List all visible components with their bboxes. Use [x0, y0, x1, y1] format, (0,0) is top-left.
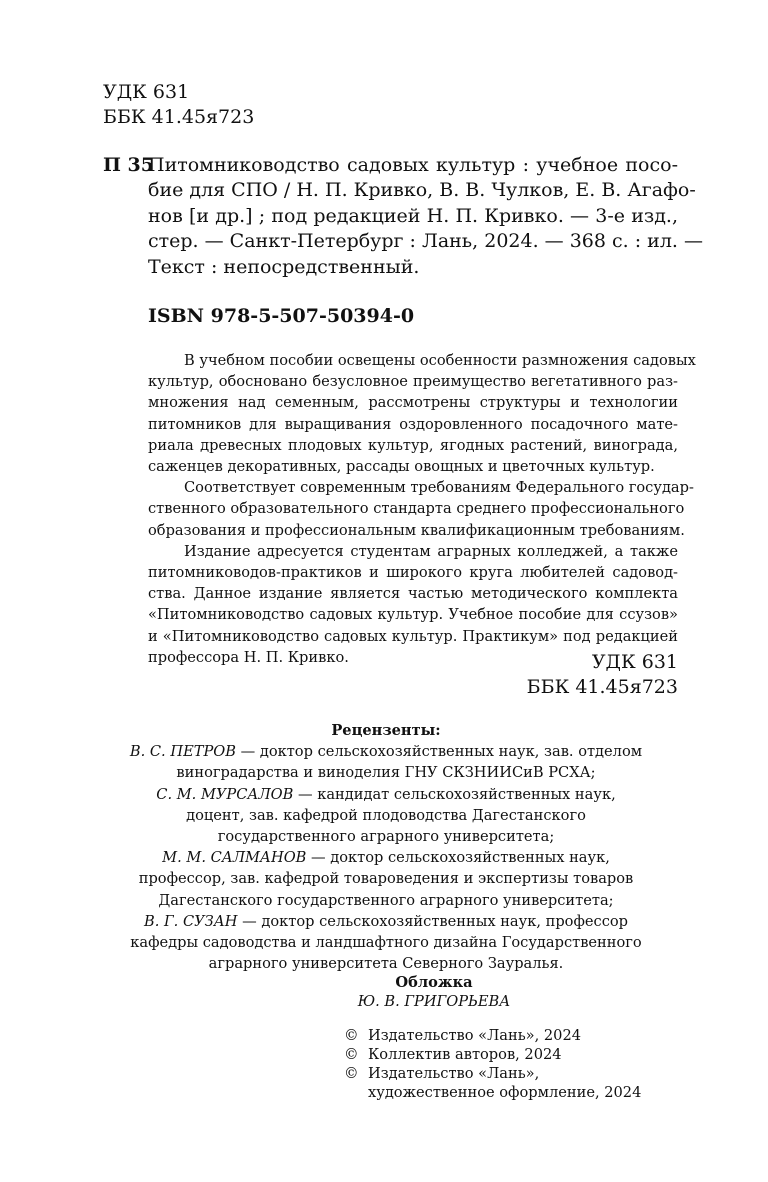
isbn: ISBN 978-5-507-50394-0	[148, 305, 415, 327]
abstract-line: Издание адресуется студентам аграрных колледжей, а также	[184, 542, 678, 560]
abstract-line: культур, обосновано безусловное преимущество вегетативного раз-	[148, 373, 678, 391]
abstract-line: образования и профессиональным квалификационным требованиям.	[148, 521, 685, 539]
reviewer-name: В. Г. СУЗАН	[144, 912, 238, 930]
reviewer-name: В. С. ПЕТРОВ	[129, 743, 236, 761]
abstract-line: В учебном пособии освещены особенности размножения садовых	[184, 352, 696, 369]
reviewer-credentials: — доктор сельскохозяйственных наук,	[306, 849, 610, 867]
author-mark: П 35	[103, 154, 154, 176]
reviewer-name: М. М. САЛМАНОВ	[162, 849, 307, 867]
classification-codes-bottom	[436, 650, 678, 700]
abstract-line: Соответствует современным требованиям Федерального государ-	[184, 479, 694, 497]
reviewer-line	[100, 847, 672, 868]
udk-code: УДК 631	[103, 81, 190, 103]
classification-codes-top	[103, 80, 254, 130]
copyright-text: Издательство «Лань», 2024	[368, 1027, 582, 1044]
udk-code: УДК 631	[591, 651, 678, 673]
copyright-line	[344, 1026, 641, 1045]
abstract-line: «Питомниководство садовых культур. Учебное пособие для ссузов»	[148, 606, 678, 624]
copyright-icon: ©	[344, 1046, 359, 1063]
abstract-line: ственного образовательного стандарта среднего профессионального	[148, 500, 685, 518]
cover-designer: Ю. В. ГРИГОРЬЕВА	[357, 993, 511, 1010]
reviewer-line: доцент, зав. кафедрой плодоводства Дагестанского	[186, 806, 586, 824]
cover-heading: Обложка	[395, 974, 473, 991]
copyright-text: Коллектив авторов, 2024	[368, 1046, 562, 1063]
reviewer-line: аграрного университета Северного Зауралья.	[208, 955, 564, 973]
bbk-code: ББК 41.45я723	[103, 106, 255, 128]
reviewers-heading: Рецензенты:	[331, 722, 441, 739]
reviewer-line	[100, 784, 672, 805]
abstract-line: питомников для выращивания оздоровленного посадочного мате-	[148, 415, 678, 433]
copyright-text: художественное оформление, 2024	[368, 1084, 642, 1101]
copyright-line	[344, 1045, 641, 1064]
abstract-line: и «Питомниководство садовых культур. Практикум» под редакцией	[148, 627, 678, 645]
copyright-icon: ©	[344, 1027, 359, 1044]
abstract-line: саженцев декоративных, рассады овощных и цветочных культур.	[148, 458, 655, 476]
abstract-line: питомниководов-практиков и широкого круга любителей садовод-	[148, 564, 678, 582]
reviewer-line: Дагестанского государственного аграрного университета;	[158, 891, 614, 909]
reviewer-line	[100, 741, 672, 762]
reviewer-line: государственного аграрного университета;	[217, 828, 555, 846]
reviewer-line	[100, 911, 672, 932]
reviewer-credentials: — доктор сельскохозяйственных наук, профессор	[237, 912, 628, 930]
reviewer-line: виноградарства и виноделия ГНУ СКЗНИИСиВ РСХА;	[176, 764, 596, 782]
bib-line: нов [и др.] ; под редакцией Н. П. Кривко. — 3-е изд.,	[148, 204, 678, 227]
reviewer-line: кафедры садоводства и ландшафтного дизайна Государственного	[130, 934, 642, 952]
bib-line: бие для СПО / Н. П. Кривко, В. В. Чулков, Е. В. Агафо-	[148, 179, 696, 202]
bib-line: Питомниководство садовых культур : учебное посо-	[148, 154, 678, 176]
bib-line: Текст : непосредственный.	[148, 255, 420, 278]
copyright-block	[344, 1026, 641, 1102]
abstract-line: профессора Н. П. Кривко.	[148, 648, 349, 666]
cover-credit	[300, 973, 568, 1011]
reviewer-credentials: — доктор сельскохозяйственных наук, зав. отделом	[235, 743, 643, 761]
copyright-icon: ©	[344, 1065, 359, 1082]
reviewer-credentials: — кандидат сельскохозяйственных наук,	[293, 785, 616, 803]
reviewers	[100, 720, 672, 974]
bibliographic-description	[148, 153, 703, 280]
copyright-text: Издательство «Лань»,	[368, 1065, 540, 1082]
bib-line: стер. — Санкт-Петербург : Лань, 2024. — 368 с. : ил. —	[148, 230, 703, 253]
abstract	[148, 350, 696, 668]
copyright-line	[344, 1064, 641, 1083]
abstract-line: множения над семенным, рассмотрены структуры и технологии	[148, 394, 678, 412]
copyright-line	[344, 1083, 641, 1102]
bbk-code: ББК 41.45я723	[526, 676, 678, 698]
reviewer-line: профессор, зав. кафедрой товароведения и экспертизы товаров	[138, 870, 634, 888]
abstract-line: риала древесных плодовых культур, ягодных растений, винограда,	[148, 436, 678, 454]
reviewer-name: С. М. МУРСАЛОВ	[156, 785, 294, 803]
abstract-line: ства. Данное издание является частью методического комплекта	[148, 585, 678, 603]
